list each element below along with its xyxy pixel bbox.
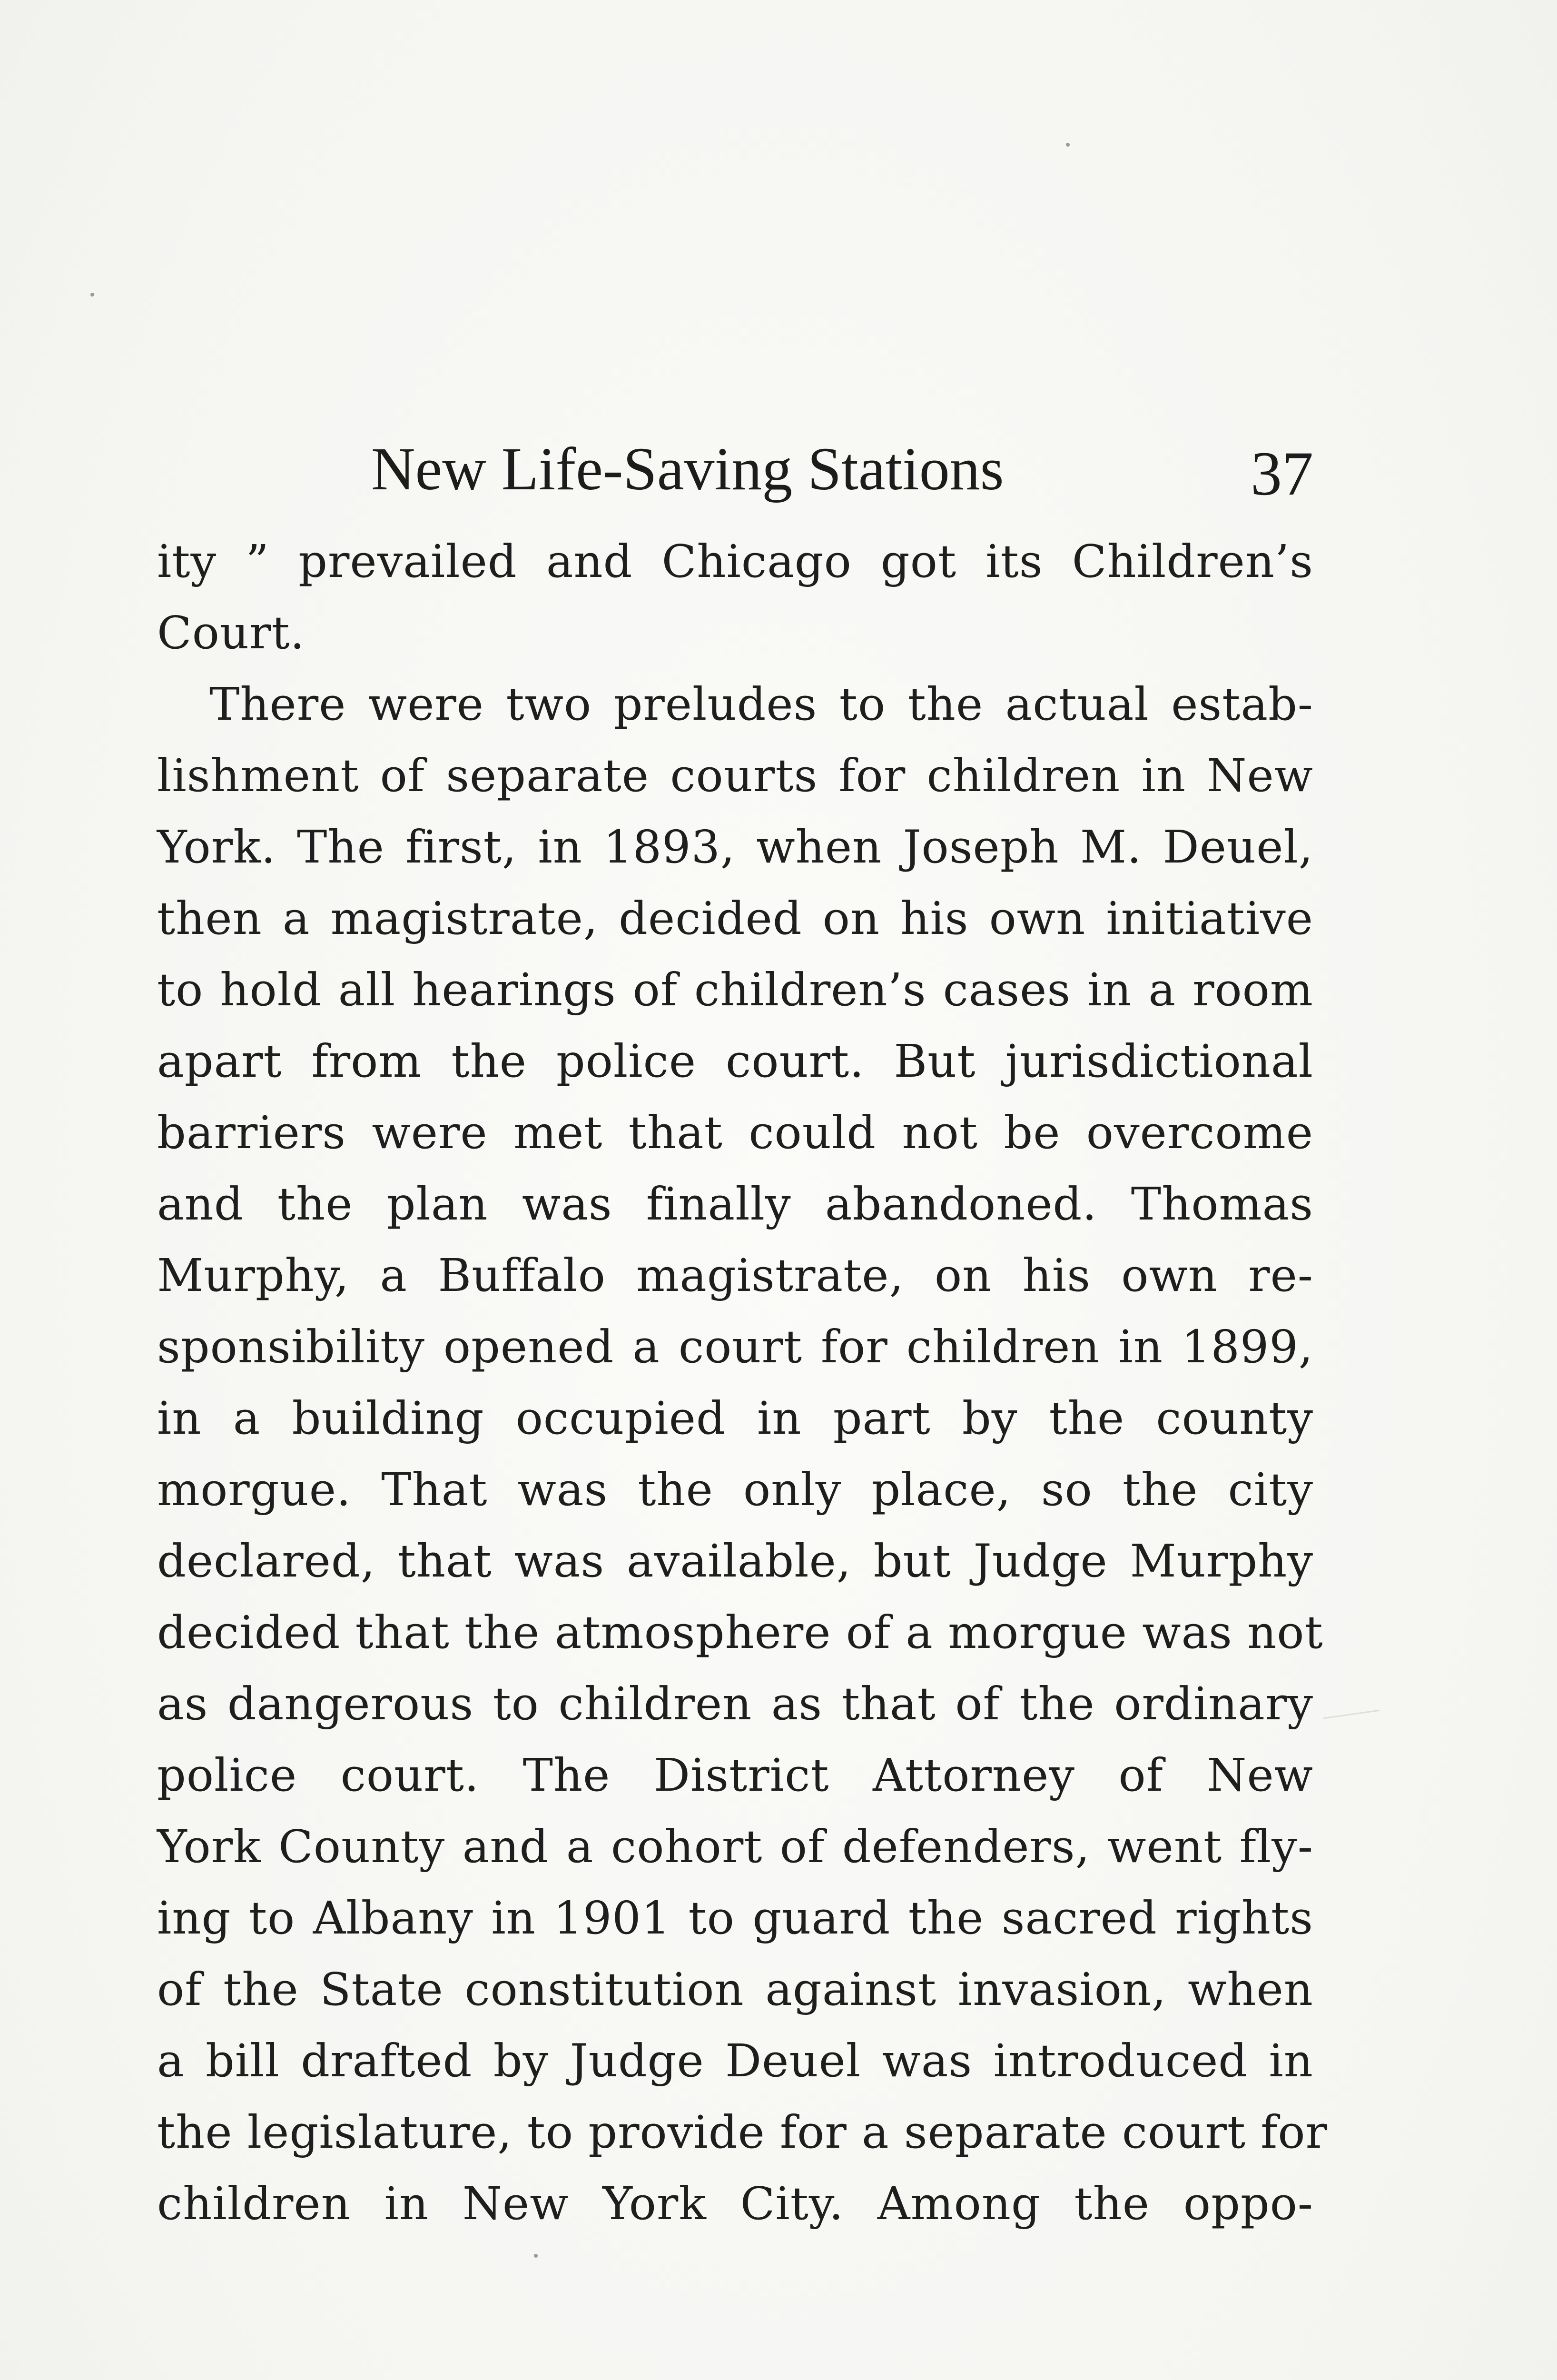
paper-scratch	[1323, 1710, 1380, 1719]
text-line: barriers were met that could not be overcome	[157, 1107, 1313, 1159]
text-line: a bill drafted by Judge Deuel was introduced in	[157, 2035, 1313, 2087]
text-line: the legislature, to provide for a separate court for	[157, 2106, 1328, 2159]
paragraph	[157, 669, 1328, 2240]
running-head-title: New Life-Saving Stations	[371, 435, 1004, 503]
text-line: declared, that was available, but Judge Murphy	[157, 1535, 1313, 1587]
text-line: and the plan was finally abandoned. Thomas	[157, 1178, 1313, 1230]
text-line: sponsibility opened a court for children in 1899,	[157, 1321, 1313, 1373]
text-line: Court.	[157, 607, 305, 659]
text-line: York County and a cohort of defenders, went fly-	[157, 1821, 1313, 1873]
text-line: then a magistrate, decided on his own initiative	[157, 892, 1313, 945]
text-line: decided that the atmosphere of a morgue was not	[157, 1606, 1323, 1659]
page-number: 37	[1251, 438, 1313, 508]
text-line: in a building occupied in part by the county	[157, 1392, 1313, 1445]
text-line: Murphy, a Buffalo magistrate, on his own re-	[157, 1250, 1313, 1302]
paper-speck	[1066, 143, 1070, 147]
text-line: ity ” prevailed and Chicago got its Children’s	[157, 536, 1313, 588]
text-line: as dangerous to children as that of the ordinary	[157, 1678, 1313, 1730]
body-text	[157, 526, 1328, 2240]
text-line: of the State constitution against invasion, when	[157, 1964, 1313, 2016]
text-line: apart from the police court. But jurisdictional	[157, 1035, 1313, 1088]
paragraph	[157, 526, 1313, 669]
text-line: York. The first, in 1893, when Joseph M. Deuel,	[157, 821, 1313, 873]
text-line: ing to Albany in 1901 to guard the sacred rights	[157, 1892, 1313, 1944]
text-line: morgue. That was the only place, so the city	[157, 1464, 1313, 1516]
paper-speck	[534, 2254, 538, 2258]
running-head	[157, 431, 1313, 507]
text-line: children in New York City. Among the oppo-	[157, 2178, 1313, 2230]
paper-speck	[90, 293, 94, 297]
text-line: to hold all hearings of children’s cases in a room	[157, 964, 1313, 1016]
text-line: police court. The District Attorney of New	[157, 1749, 1313, 1802]
text-line: lishment of separate courts for children in New	[157, 750, 1313, 802]
text-line: There were two preludes to the actual estab-	[209, 678, 1313, 731]
